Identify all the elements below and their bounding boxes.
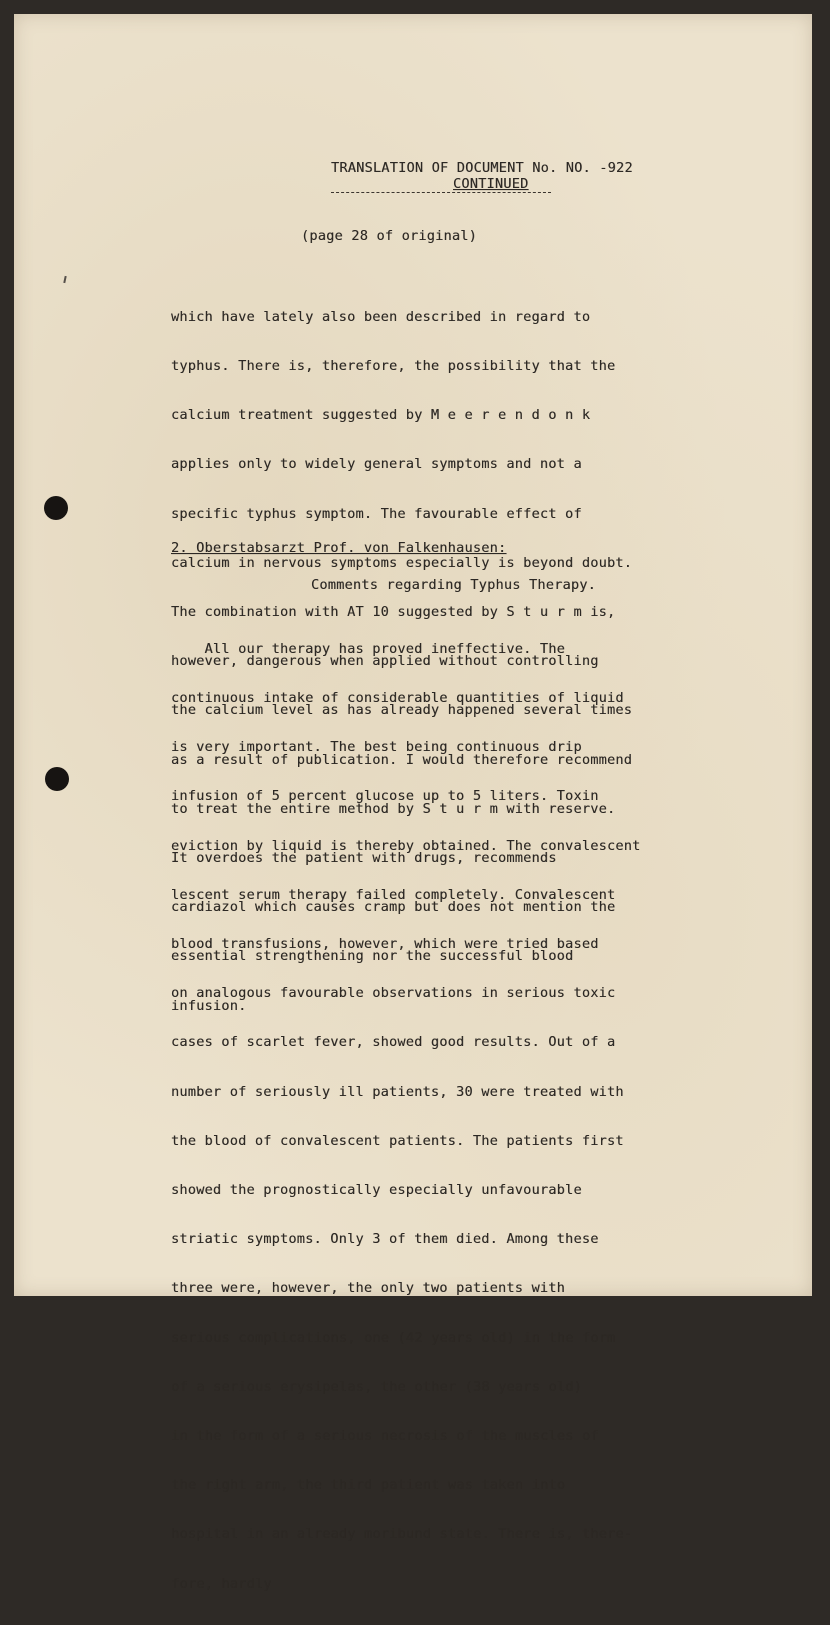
text-line: the right arm, the third patient was taken into (171, 1477, 566, 1494)
text-line: the calcium level as has already happened several times (171, 702, 633, 719)
text-line: as a result of publication. I would therefore recommend (171, 751, 633, 768)
text-line: blood transfusions, however, which were tried based (171, 936, 599, 953)
text-line: in the form of a serious necrosis of the muscles of (171, 1428, 599, 1445)
text-line: hospital in an already moribund state. There is, there- (171, 1526, 633, 1543)
text-line: serious complications, one (42 years old) in the form (171, 1329, 616, 1346)
punch-hole (45, 767, 69, 791)
text-line: cardiazol which causes cramp but does not mention the (171, 899, 616, 916)
text-line: the blood of convalescent patients. The patients first (171, 1132, 624, 1149)
text-line: is very important. The best being continuous drip (171, 739, 582, 756)
text-line: calcium treatment suggested by M e e r e n d o n k (171, 407, 591, 424)
section-heading: 2. Oberstabsarzt Prof. von Falkenhausen: (171, 540, 507, 556)
text-line: infusion. (171, 997, 247, 1014)
text-line: which have lately also been described in regard to (171, 308, 591, 325)
text-line: essential strengthening nor the successful blood (171, 948, 574, 965)
text-line: eviction by liquid is thereby obtained. The convalescent (171, 837, 641, 854)
text-line: applies only to widely general symptoms and not a (171, 456, 582, 473)
text-line: fore, hardly (171, 1575, 272, 1592)
text-line: The combination with AT 10 suggested by S t u r m is, (171, 604, 616, 621)
text-line: striatic symptoms. Only 3 of them died. Among these (171, 1231, 599, 1248)
punch-hole (44, 496, 68, 520)
text-line: All our therapy has proved ineffective. The (171, 640, 566, 657)
title-underline (331, 192, 551, 193)
text-line: lescent serum therapy failed completely. Convalescent (171, 886, 616, 903)
text-line: showed the prognostically especially unfavourable (171, 1182, 582, 1199)
page-reference: (page 28 of original) (301, 228, 478, 244)
margin-mark (63, 276, 66, 283)
document-page (14, 14, 812, 1592)
text-line: cases of scarlet fever, showed good results. Out of a (171, 1034, 616, 1051)
text-line: infusion of 5 percent glucose up to 5 liters. Toxin (171, 788, 599, 805)
continued-label: CONTINUED (453, 176, 529, 192)
paragraph-typhus-therapy (171, 608, 641, 1625)
text-line: three were, however, the only two patients with (171, 1280, 566, 1297)
text-line: however, dangerous when applied without controlling (171, 653, 599, 670)
text-line: of a serious erysipelas, the other (38 years old) (171, 1378, 582, 1395)
text-line: number of seriously ill patients, 30 were treated with (171, 1083, 624, 1100)
document-title: TRANSLATION OF DOCUMENT No. NO. -922 (331, 160, 633, 176)
text-line: It overdoes the patient with drugs, recommends (171, 850, 557, 867)
text-line: specific typhus symptom. The favourable effect of (171, 505, 582, 522)
text-line: calcium in nervous symptoms especially is beyond doubt. (171, 554, 633, 571)
text-line: continuous intake of considerable quantities of liquid (171, 690, 624, 707)
text-line: typhus. There is, therefore, the possibility that the (171, 358, 616, 375)
text-line: on analogous favourable observations in serious toxic (171, 985, 616, 1002)
section-subheading: Comments regarding Typhus Therapy. (311, 577, 597, 593)
text-line: to treat the entire method by S t u r m with reserve. (171, 800, 616, 817)
